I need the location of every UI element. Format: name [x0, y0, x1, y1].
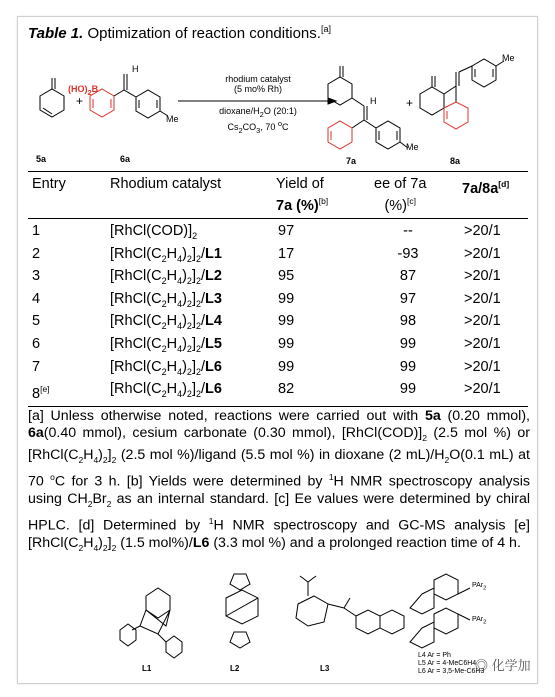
plus-sign-2: +	[406, 96, 414, 110]
table-cell-ratio: >20/1	[464, 290, 501, 307]
table-cell-ratio: >20/1	[464, 313, 501, 330]
table-cell-catalyst: $[RhCl(C_2H_4)_2]_2/L1$	[110, 245, 222, 264]
table-cell-catalyst: $[RhCl(C_2H_4)_2]_2/L6$	[110, 358, 222, 377]
table-cell-ee: 99	[399, 358, 417, 375]
table-cell-yield: 99	[278, 358, 295, 375]
ligand-par2-top: PAr$_2$	[472, 582, 487, 592]
table-cell-ee: 87	[399, 268, 417, 285]
ligand-label-l2: L2	[230, 664, 240, 673]
table-cell-ratio: >20/1	[464, 268, 501, 285]
table-cell-yield: 99	[278, 290, 295, 307]
ligand-structures	[118, 568, 528, 676]
header-entry: Entry	[32, 176, 66, 192]
table-cell-ee: 98	[399, 313, 417, 330]
table-cell-ee: -93	[397, 245, 419, 262]
table-cell-catalyst: $[RhCl(C_2H_4)_2]_2/L6$	[110, 381, 222, 400]
header-ee-line1: ee of 7a	[374, 176, 427, 192]
compound-label-5a: 5a	[36, 154, 47, 164]
conditions-bottom	[183, 106, 333, 135]
reaction-scheme	[28, 44, 528, 170]
table-cell-yield: 97	[278, 223, 295, 239]
table-cell-catalyst: $[RhCl(C_2H_4)_2]_2/L4$	[110, 313, 222, 332]
table-cell-entry: 8[e]	[32, 384, 50, 403]
table-bottom-rule	[28, 406, 528, 407]
table-cell-catalyst: $[RhCl(C_2H_4)_2]_2/L2$	[110, 268, 222, 287]
compound-label-6a: 6a	[120, 154, 131, 164]
watermark-text: 化学加	[491, 658, 531, 673]
table-cell-ratio: >20/1	[464, 223, 501, 239]
table-header-rule	[28, 218, 528, 219]
table-footnotes: [a] Unless otherwise noted, reactions were carried out with 5a (0.20 mmol), 6a(0.40 mmol), cesium carbonate (0.30 mmol), $[RhCl(COD)]_2$ (2.5 mol %) or $[RhCl(C_2H_4)_2]_2$ (2.5 mol %)/ligand (5.5 mol %) in dioxane (2 $mL)/H_2O(0.1$ mL) at 70 $^o$C for 3 h. [b] Yields were determined by $^1$H NMR spectroscopy analysis using $CH_2Br_2$ as an internal standard. [c] Ee values were determined by chiral HPLC. [d] Determined by $^1$H NMR spectroscopy and GC-MS analysis [e] $[RhCl(C_2H_4)_2]_2$ (1.5 mol%)/L6 (3.3 mol %) and a prolonged reaction time of 4 h.	[28, 408, 530, 553]
compound-label-7a: 7a	[346, 156, 357, 166]
table-top-rule	[28, 171, 528, 172]
conditions-top	[183, 74, 333, 94]
methyl-label-8a: Me	[502, 53, 515, 63]
condition-catalyst: rhodium catalyst	[225, 74, 291, 84]
methyl-label-6a: Me	[166, 114, 179, 124]
table-cell-entry: 7	[32, 358, 41, 375]
table-cell-ee: 97	[399, 290, 417, 307]
methyl-label-7a: Me	[406, 142, 419, 152]
table-cell-catalyst: $[RhCl(C_2H_4)_2]_2/L3$	[110, 290, 222, 309]
watermark-icon: ◎	[475, 658, 492, 673]
header-ee-line2: (%)[c]	[384, 196, 416, 214]
ligand-label-l3: L3	[320, 664, 330, 673]
header-catalyst: Rhodium catalyst	[110, 176, 222, 192]
watermark	[475, 655, 531, 674]
table-cell-yield: 99	[278, 313, 295, 330]
table-cell-ratio: >20/1	[464, 358, 501, 375]
table-cell-entry: 1	[32, 223, 41, 239]
table-cell-entry: 2	[32, 245, 41, 262]
ligand-ar-l6: L6 Ar = 3,5-Me-C6H3	[418, 668, 485, 675]
table-cell-yield: 95	[278, 268, 295, 285]
table-cell-yield: 99	[278, 336, 295, 352]
condition-base-temp: $Cs_2CO_3$, 70 $^o$C	[227, 118, 289, 135]
table-cell-catalyst: $[RhCl(C_2H_4)_2]_2/L5$	[110, 336, 222, 354]
header-ee	[374, 176, 426, 215]
table-cell-ee: 99	[399, 336, 417, 352]
table-cell-entry: 4	[32, 290, 41, 307]
table-cell-ee: 99	[399, 381, 417, 398]
table-cell-yield: 17	[278, 245, 295, 262]
table-cell-entry: 6	[32, 336, 41, 352]
boronic-acid-label: $(HO)_2B$	[68, 84, 99, 97]
ligand-label-l1: L1	[142, 664, 152, 673]
ligand-par2-bottom: PAr$_2$	[472, 616, 487, 626]
table-cell-yield: 82	[278, 381, 295, 398]
table-cell-ratio: >20/1	[464, 381, 501, 398]
header-yield-line1: Yield of	[276, 176, 324, 192]
ligand-ar-l4: L4 Ar = Ph	[418, 652, 451, 659]
header-ratio: 7a/8a[d]	[462, 179, 510, 197]
vinyl-h-label: H	[132, 64, 139, 74]
header-yield-line2: 7a (%)[b]	[276, 196, 329, 214]
plus-sign-1: +	[76, 94, 84, 108]
table-cell-entry: 3	[32, 268, 41, 285]
table-cell-catalyst: $[RhCl(COD)]_2$	[110, 223, 198, 241]
condition-loading: (5 mo% Rh)	[233, 84, 282, 94]
compound-label-8a: 8a	[450, 156, 461, 166]
header-yield	[276, 176, 328, 215]
table-cell-ee: --	[403, 223, 413, 239]
ligand-ar-l5: L5 Ar = 4-MeC6H4	[418, 660, 477, 667]
table-cell-entry: 5	[32, 313, 41, 330]
vinyl-h-label-7a: H	[370, 96, 377, 106]
table-cell-ratio: >20/1	[464, 336, 501, 352]
table-cell-ratio: >20/1	[464, 245, 501, 262]
condition-solvent: dioxane/$H_2O$ (20:1)	[219, 106, 297, 119]
table-title: Table 1. Optimization of reaction conditions.[a]	[28, 24, 331, 42]
